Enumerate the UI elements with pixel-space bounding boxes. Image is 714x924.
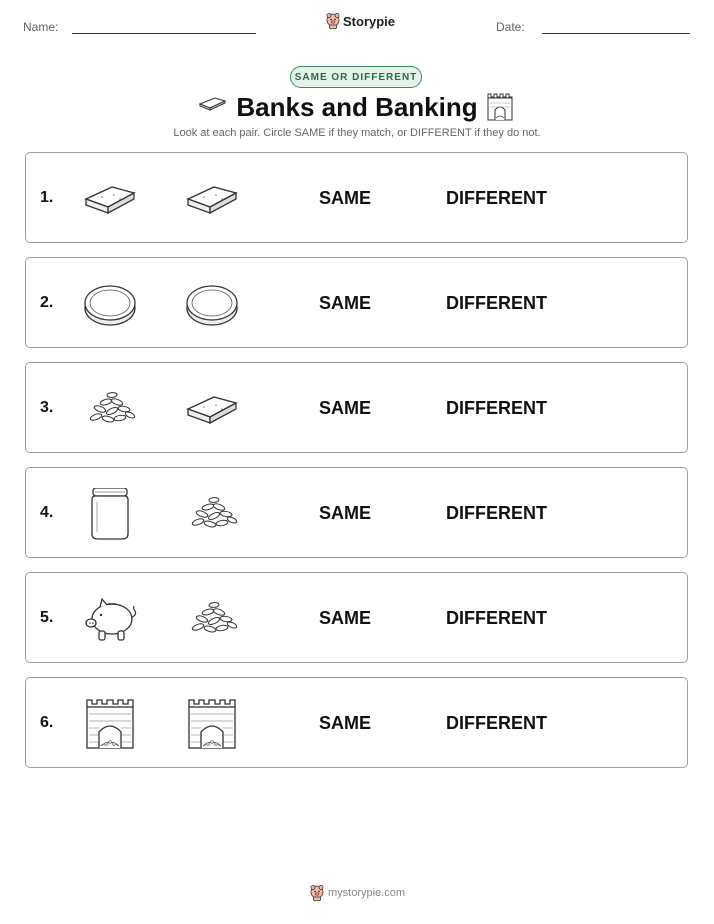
jar-icon — [82, 488, 138, 540]
name-label: Name: — [23, 20, 59, 34]
page-title: Banks and Banking — [236, 92, 478, 122]
grain-pile-icon — [184, 593, 240, 645]
gold-bar-icon — [184, 383, 240, 435]
storypie-mascot-icon — [326, 13, 340, 29]
footer-url[interactable]: mystorypie.com — [328, 887, 406, 899]
activity-badge: SAME OR DIFFERENT — [290, 66, 422, 88]
question-number: 2. — [40, 294, 54, 311]
different-option[interactable]: DIFFERENT — [446, 188, 547, 208]
bank-castle-icon — [184, 698, 240, 750]
same-option[interactable]: SAME — [319, 293, 372, 313]
question-number: 6. — [40, 714, 54, 731]
same-option[interactable]: SAME — [319, 503, 372, 523]
different-option[interactable]: DIFFERENT — [446, 608, 547, 628]
same-option[interactable]: SAME — [319, 713, 372, 733]
coin-icon — [184, 278, 240, 330]
different-option[interactable]: DIFFERENT — [446, 713, 547, 733]
bank-castle-icon — [486, 92, 514, 122]
date-line[interactable] — [542, 33, 690, 34]
gold-bar-icon — [184, 173, 240, 225]
brand-logo — [326, 13, 395, 29]
grain-pile-icon — [82, 383, 138, 435]
question-number: 4. — [40, 504, 54, 521]
different-option[interactable]: DIFFERENT — [446, 398, 547, 418]
different-option[interactable]: DIFFERENT — [446, 503, 547, 523]
same-option[interactable]: SAME — [319, 608, 372, 628]
footer — [310, 885, 405, 901]
question-row — [25, 257, 688, 348]
brand-name: Storypie — [343, 13, 396, 29]
storypie-mascot-icon — [310, 885, 324, 901]
question-number: 5. — [40, 609, 54, 626]
question-row — [25, 152, 688, 243]
coin-icon — [82, 278, 138, 330]
question-number: 1. — [40, 189, 54, 206]
instructions-text: Look at each pair. Circle SAME if they match, or DIFFERENT if they do not. — [173, 127, 541, 139]
piggy-bank-icon — [82, 593, 138, 645]
bank-castle-icon — [82, 698, 138, 750]
question-row — [25, 467, 688, 558]
question-number: 3. — [40, 399, 54, 416]
same-option[interactable]: SAME — [319, 188, 372, 208]
grain-pile-icon — [184, 488, 240, 540]
gold-bar-icon — [82, 173, 138, 225]
name-line[interactable] — [72, 33, 256, 34]
question-row — [25, 362, 688, 453]
question-row — [25, 677, 688, 768]
date-label: Date: — [496, 20, 525, 34]
question-row — [25, 572, 688, 663]
different-option[interactable]: DIFFERENT — [446, 293, 547, 313]
same-option[interactable]: SAME — [319, 398, 372, 418]
